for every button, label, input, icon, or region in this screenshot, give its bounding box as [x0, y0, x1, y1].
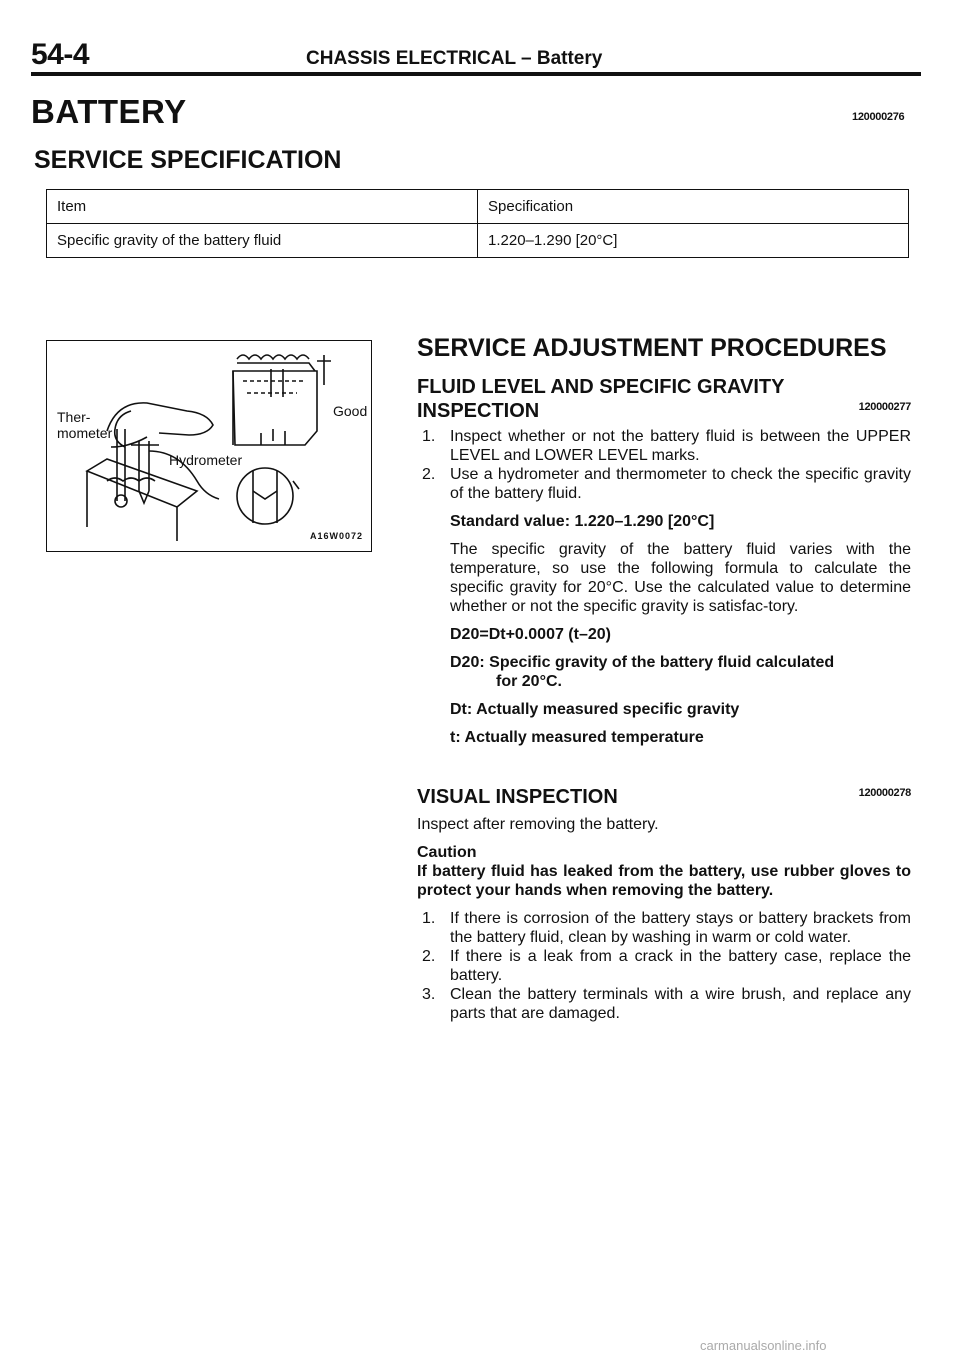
list-item	[417, 947, 911, 985]
visual-title-row	[417, 785, 911, 809]
list-item	[417, 909, 911, 947]
list-number: 3.	[422, 986, 436, 1003]
label-good: Good	[333, 403, 368, 419]
list-text: Inspect whether or not the battery fluid is between the UPPER LEVEL and LOWER LEVEL marks.	[450, 428, 911, 464]
list-number: 1.	[422, 428, 436, 445]
fluid-code: 120000277	[858, 401, 911, 413]
temperature-note: The specific gravity of the battery fluid varies with the temperature, so use the following formula to calculate the specific gravity for 20°C. Use the calculated value to determine whether or not the specific gravity is satisfac-tory.	[450, 541, 911, 615]
table-header-spec: Specification	[478, 190, 909, 224]
formula: D20=Dt+0.0007 (t–20)	[450, 626, 611, 643]
spec-table	[46, 189, 909, 258]
standard-value: Standard value: 1.220–1.290 [20°C]	[450, 513, 715, 530]
fluid-title-line2	[417, 399, 911, 423]
visual-code: 120000278	[858, 787, 911, 799]
service-spec-title: SERVICE SPECIFICATION	[34, 146, 342, 174]
list-item	[417, 465, 911, 503]
adjustment-title: SERVICE ADJUSTMENT PROCEDURES	[417, 334, 887, 362]
page-number: 54-4	[31, 38, 90, 71]
table-cell-item: Specific gravity of the battery fluid	[47, 224, 478, 258]
caution-text: If battery fluid has leaked from the battery, use rubber gloves to protect your hands when removing the battery.	[417, 863, 911, 899]
list-item	[417, 985, 911, 1023]
table-cell-spec: 1.220–1.290 [20°C]	[478, 224, 909, 258]
label-hydrometer: Hydrometer	[169, 452, 243, 468]
list-text: Clean the battery terminals with a wire brush, and replace any parts that are damaged.	[450, 986, 911, 1022]
watermark: carmanualsonline.info	[700, 1338, 827, 1353]
list-text: If there is corrosion of the battery stays or battery brackets from the battery fluid, clean by washing in warm or cold water.	[450, 910, 911, 946]
caution-title: Caution	[417, 844, 477, 861]
list-text: Use a hydrometer and thermometer to check the specific gravity of the battery fluid.	[450, 466, 911, 502]
def-d20-line2: for 20°C.	[496, 673, 562, 690]
header-rule	[31, 72, 921, 76]
visual-title: VISUAL INSPECTION	[417, 786, 618, 808]
fluid-title-line1: FLUID LEVEL AND SPECIFIC GRAVITY	[417, 376, 785, 398]
def-d20-label: D20:	[450, 654, 485, 671]
list-number: 2.	[422, 466, 436, 483]
adjustment-column	[417, 333, 911, 1023]
battery-illustration	[47, 341, 373, 553]
label-thermometer-1: Ther-	[57, 409, 91, 425]
header-title: CHASSIS ELECTRICAL – Battery	[306, 48, 603, 69]
label-thermometer-2: mometer	[57, 425, 113, 441]
figure-code: A16W0072	[309, 531, 363, 541]
def-d20-line1: Specific gravity of the battery fluid calculated	[489, 654, 835, 671]
fluid-title-text: INSPECTION	[417, 400, 540, 422]
section-title-battery: BATTERY	[31, 93, 187, 130]
list-item	[417, 427, 911, 465]
def-t: t: Actually measured temperature	[450, 729, 704, 746]
table-header-row	[47, 190, 909, 224]
battery-figure	[46, 340, 372, 552]
def-d20	[417, 653, 911, 691]
table-row	[47, 224, 909, 258]
def-dt: Dt: Actually measured specific gravity	[450, 701, 740, 718]
section-code: 120000276	[852, 111, 905, 123]
table-header-item: Item	[47, 190, 478, 224]
visual-intro: Inspect after removing the battery.	[417, 816, 659, 833]
list-number: 2.	[422, 948, 436, 965]
page-header	[31, 30, 921, 80]
list-number: 1.	[422, 910, 436, 927]
list-text: If there is a leak from a crack in the battery case, replace the battery.	[450, 948, 911, 984]
